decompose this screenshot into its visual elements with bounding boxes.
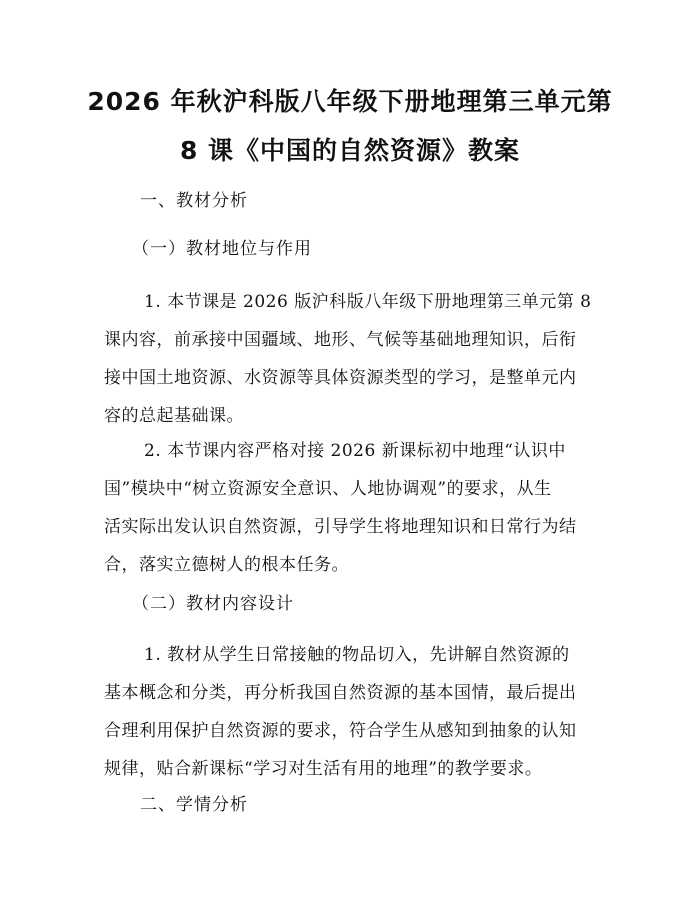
paragraph-2-line: 国”模块中“树立资源安全意识、人地协调观”的要求，从生 (104, 479, 552, 499)
paragraph-2 (104, 432, 624, 584)
subsection-heading-position-and-role: （一）教材地位与作用 (132, 239, 312, 259)
paragraph-2-line: 2. 本节课内容严格对接 2026 新课标初中地理“认识中 (144, 441, 566, 461)
paragraph-1 (104, 283, 624, 435)
paragraph-1-line: 1. 本节课是 2026 版沪科版八年级下册地理第三单元第 8 (144, 292, 592, 312)
paragraph-2-line: 合，落实立德树人的根本任务。 (104, 555, 349, 575)
paragraph-1-line: 接中国土地资源、水资源等具体资源类型的学习，是整单元内 (104, 368, 577, 388)
paragraph-3 (104, 636, 624, 788)
paragraph-1-line: 课内容，前承接中国疆域、地形、气候等基础地理知识，后衔 (104, 330, 577, 350)
paragraph-3-line: 基本概念和分类，再分析我国自然资源的基本国情，最后提出 (104, 683, 577, 703)
document-title-line-1: 2026 年秋沪科版八年级下册地理第三单元第 (87, 87, 613, 116)
paragraph-3-line: 1. 教材从学生日常接触的物品切入，先讲解自然资源的 (144, 645, 570, 665)
paragraph-3-line: 合理利用保护自然资源的要求，符合学生从感知到抽象的认知 (104, 721, 577, 741)
document-title-line-2: 8 课《中国的自然资源》教案 (179, 136, 521, 165)
section-heading-student-analysis: 二、学情分析 (140, 795, 248, 815)
paragraph-3-line: 规律，贴合新课标“学习对生活有用的地理”的教学要求。 (104, 759, 543, 779)
subsection-heading-content-design: （二）教材内容设计 (132, 594, 294, 614)
paragraph-2-line: 活实际出发认识自然资源，引导学生将地理知识和日常行为结 (104, 517, 577, 537)
section-heading-teaching-material-analysis: 一、教材分析 (140, 191, 248, 211)
paragraph-1-line: 容的总起基础课。 (104, 406, 244, 426)
